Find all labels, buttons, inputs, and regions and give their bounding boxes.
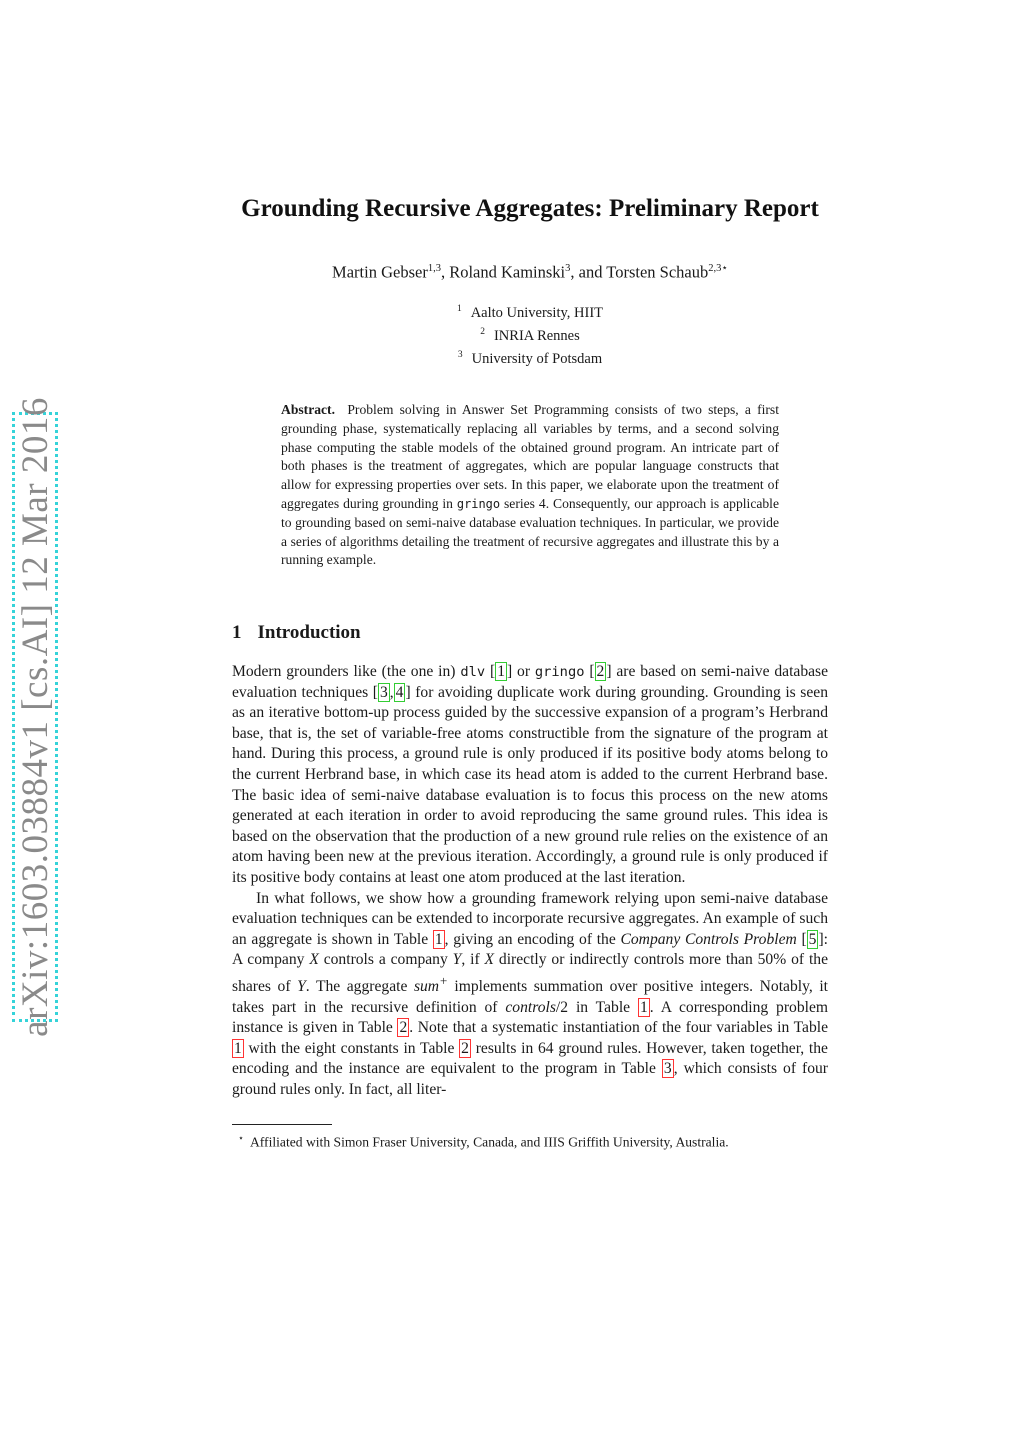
- paragraph: In what follows, we show how a grounding framework relying upon semi-naive database evaluation techniques can be extended to incorporate recursive aggregates. An example of such an aggregate is shown in Table 1 , giving an encoding of the Company Controls Problem [ 5 ]: A company X controls a company Y, if X directly or indirectly controls more than 50% of the shares of Y. The aggregate sum+ implements summation over positive integers. Notably, it takes part in the recursive definition of controls/2 in Table 1 . A corresponding problem instance is given in Table 2 . Note that a systematic instantiation of the four variables in Table 1 with the eight constants in Table 2 results in 64 ground rules. However, taken together, the encoding and the instance are equivalent to the program in Table 3 , which consists of four ground rules only. In fact, all liter-: [232, 889, 829, 1099]
- affiliation-number: 2: [480, 326, 485, 337]
- section-heading-introduction: [232, 622, 361, 644]
- affiliation-number: 3: [457, 349, 463, 360]
- author-affiliation-marker: 3: [565, 263, 571, 274]
- table-reference-link[interactable]: 1: [234, 1039, 242, 1057]
- math-variable: Y: [452, 951, 462, 969]
- paragraph-text: Modern grounders like (the one in): [232, 663, 456, 680]
- paragraph-text: , which consists of four ground rules only. In fact, all liter-: [232, 1060, 828, 1099]
- footnote-marker: ⋆: [238, 1134, 244, 1144]
- affiliation-line: [300, 300, 760, 323]
- abstract: [281, 401, 779, 570]
- author-name: Torsten Schaub: [606, 262, 709, 282]
- author-affiliation-marker: 1,3: [427, 263, 441, 274]
- arxiv-identifier-stamp[interactable]: arXiv:1603.03884v1 [cs.AI] 12 Mar 2016: [12, 412, 58, 1022]
- aggregate-superscript: +: [439, 972, 448, 988]
- author-separator: ,: [440, 262, 450, 282]
- affiliation-name: INRIA Rennes: [493, 327, 580, 344]
- affiliation-name: Aalto University, HIIT: [470, 304, 604, 321]
- paragraph-text: with the eight constants in Table: [248, 1039, 455, 1057]
- paragraph-text: . The aggregate: [305, 978, 408, 996]
- abstract-text: series 4. Consequently, our approach is applicable to grounding based on semi-naive database evaluation techniques. In particular, we provide a series of algorithms detailing the treatment of recursive aggregates and illustrate this by a running example.: [281, 495, 779, 568]
- table-reference-link[interactable]: 1: [434, 930, 443, 948]
- affiliation-name: University of Potsdam: [471, 350, 603, 367]
- paragraph-text: . Note that a systematic instantiation of the four variables in Table: [409, 1019, 828, 1037]
- footnote-text: Affiliated with Simon Fraser University, Canada, and IIIS Griffith University, Australia.: [249, 1134, 729, 1150]
- aggregate-name: [413, 972, 448, 996]
- author-list: [200, 262, 860, 283]
- author-separator: , and: [570, 262, 607, 282]
- introduction-body: [232, 662, 828, 1101]
- affiliation-line: [300, 323, 760, 346]
- paragraph-text: results in 64 ground rules. However, taken together, the encoding and the instance are equivalent to the program in Table: [232, 1039, 828, 1078]
- abstract-label: Abstract.: [281, 402, 335, 417]
- citation-link[interactable]: 5: [808, 930, 817, 948]
- citation-link[interactable]: 2: [596, 663, 605, 680]
- author-name: Roland Kaminski: [449, 262, 566, 282]
- affiliation-number: 1: [456, 304, 462, 314]
- paragraph-text: are based on semi-naive database evaluation techniques [: [232, 663, 829, 701]
- tool-name-gringo: gringo: [456, 496, 501, 511]
- abstract-text: Problem solving in Answer Set Programming consists of two steps, a first grounding phase, systematically replacing all variables by terms, and a second solving phase computing the stable models of the obtained ground program. An intricate part of both phases is the treatment of aggregates, which are popular language constructs that allow for expressing properties over sets. In this paper, we elaborate upon the treatment of aggregates during grounding in: [281, 402, 780, 511]
- affiliation-list: [300, 300, 760, 368]
- citation-link[interactable]: 3: [379, 683, 388, 701]
- footnote: [232, 1130, 828, 1152]
- table-reference-link[interactable]: 2: [461, 1039, 469, 1057]
- author-name: Martin Gebser: [332, 262, 428, 282]
- paper-title: Grounding Recursive Aggregates: Preliminary Report: [241, 195, 819, 222]
- tool-name-dlv: dlv: [460, 664, 486, 680]
- section-number: 1: [232, 622, 242, 643]
- predicate-name: controls: [505, 998, 556, 1016]
- paragraph-text: . A corresponding problem instance is given in Table: [232, 998, 829, 1037]
- paragraph-text: directly or indirectly controls more than 50% of the shares of: [232, 951, 828, 996]
- aggregate-symbol: sum: [413, 978, 440, 996]
- table-reference-link[interactable]: 1: [639, 998, 648, 1016]
- paragraph: Modern grounders like (the one in) dlv [ 1 ] or gringo [ 2 ] are based on semi-naive database evaluation techniques [ 3 , 4 ] for avoiding duplicate work during grounding. Grounding is seen as an iterative bottom-up process guided by the successive expansion of a program’s Herbrand base, that is, the set of variable-free atoms constructible from the signature of the program at hand. During this process, a ground rule is only produced if its positive body atoms belong to the current Herbrand base, in which case its head atom is added to the current Herbrand base. The basic idea of semi-naive database evaluation is to focus this process on the new atoms generated at each iteration in order to avoid reproducing the same ground rules. This idea is based on the observation that the production of a new ground rule relies on the existence of an atom having been new at the previous iteration. Accordingly, a ground rule is only produced if its positive body contains at least one atom produced at the last iteration.: [232, 663, 829, 886]
- predicate-arity: /2: [555, 998, 569, 1016]
- tool-name-gringo: gringo: [534, 664, 585, 680]
- paragraph-text: or: [517, 663, 531, 680]
- paragraph-text: , if: [461, 951, 480, 969]
- paragraph-text: , giving an encoding of the: [444, 930, 616, 948]
- math-variable: Y: [297, 978, 306, 996]
- paragraph-text: in Table: [575, 998, 631, 1016]
- citation-link[interactable]: 1: [497, 663, 505, 680]
- paragraph-text: controls a company: [323, 951, 448, 969]
- paragraph-text: In what follows, we show how a grounding framework relying upon semi-naive database evaluation techniques can be extended to incorporate recursive aggregates. An example of such an aggregate is shown in Table: [232, 889, 828, 948]
- math-variable: X: [484, 951, 495, 969]
- table-reference-link[interactable]: 3: [663, 1060, 672, 1078]
- footnote-divider: [232, 1124, 332, 1125]
- problem-name: Company Controls Problem: [620, 930, 797, 948]
- paragraph-text: implements summation over positive integers. Notably, it takes part in the recursive definition of: [232, 978, 828, 1016]
- paragraph-text: ] for avoiding duplicate work during grounding. Grounding is seen as an iterative bottom-up process guided by the successive expansion of a program’s Herbrand base, that is, the set of variable-free atoms constructible from the signature of the program at hand. During this process, a ground rule is only produced if its positive body atoms belong to the current Herbrand base, in which case its head atom is added to the current Herbrand base. The basic idea of semi-naive database evaluation is to focus this process on the new atoms generated at each iteration in order to avoid reproducing the same ground rules. This idea is based on the observation that the production of a new ground rule relies on the existence of an atom having been new at the previous iteration. Accordingly, a ground rule is only produced if its positive body contains at least one atom produced at the last iteration.: [232, 683, 829, 886]
- section-title: Introduction: [257, 622, 361, 643]
- table-reference-link[interactable]: 2: [399, 1019, 408, 1037]
- author-affiliation-marker: 2,3⋆: [708, 263, 728, 274]
- affiliation-line: [300, 346, 760, 369]
- citation-link[interactable]: 4: [395, 683, 404, 701]
- paragraph-text: : A company: [232, 930, 829, 969]
- math-variable: X: [309, 951, 319, 969]
